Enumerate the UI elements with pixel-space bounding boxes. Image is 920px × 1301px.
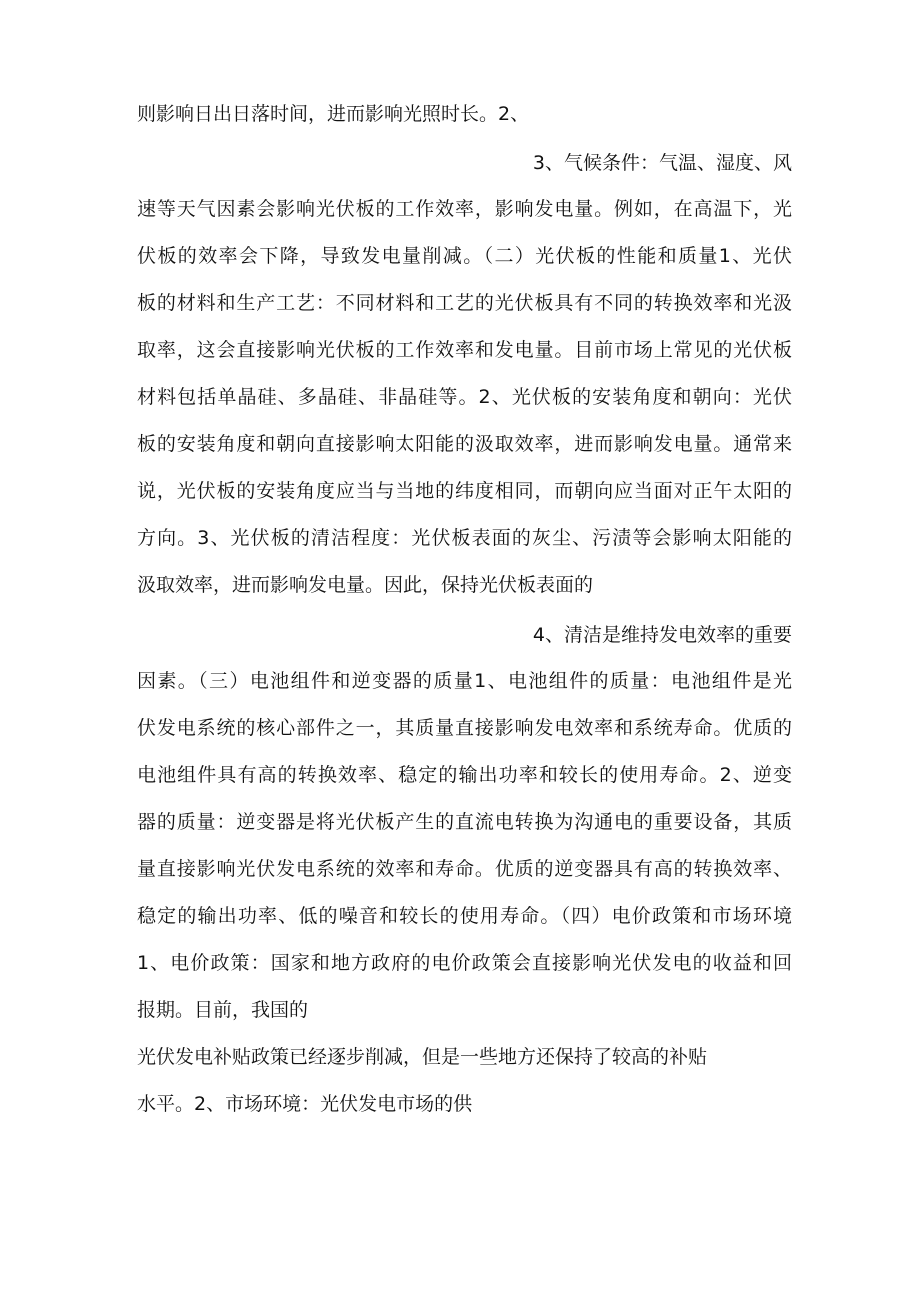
- text-line-4: 伏板的效率会下降，导致发电量削减。（二）光伏板的性能和质量1、光伏: [137, 245, 792, 267]
- text-line-20: 报期。目前，我国的: [137, 999, 309, 1021]
- text-line-9: 说，光伏板的安装角度应当与当地的纬度相同，而朝向应当面对正午太阳的: [137, 480, 792, 502]
- text-line-16: 器的质量：逆变器是将光伏板产生的直流电转换为沟通电的重要设备，其质: [137, 811, 792, 833]
- text-line-18: 稳定的输出功率、低的噪音和较长的使用寿命。（四）电价政策和市场环境: [137, 905, 792, 927]
- text-line-10: 方向。3、光伏板的清洁程度：光伏板表面的灰尘、污渍等会影响太阳能的: [137, 527, 792, 549]
- text-line-2: 3、气候条件：气温、湿度、风: [532, 152, 792, 174]
- text-line-19: 1、电价政策：国家和地方政府的电价政策会直接影响光伏发电的收益和回: [137, 952, 792, 974]
- text-line-15: 电池组件具有高的转换效率、稳定的输出功率和较长的使用寿命。2、逆变: [137, 764, 792, 786]
- text-line-22: 水平。2、市场环境：光伏发电市场的供: [137, 1093, 473, 1115]
- text-line-8: 板的安装角度和朝向直接影响太阳能的汲取效率，进而影响发电量。通常来: [137, 433, 792, 455]
- text-line-12: 4、清洁是维持发电效率的重要: [532, 624, 792, 646]
- text-line-3: 速等天气因素会影响光伏板的工作效率，影响发电量。例如，在高温下，光: [137, 198, 792, 220]
- text-line-13: 因素。（三）电池组件和逆变器的质量1、电池组件的质量：电池组件是光: [137, 670, 792, 692]
- text-line-11: 汲取效率，进而影响发电量。因此，保持光伏板表面的: [137, 574, 594, 596]
- text-line-14: 伏发电系统的核心部件之一，其质量直接影响发电效率和系统寿命。优质的: [137, 717, 792, 739]
- text-line-1: 则影响日出日落时间，进而影响光照时长。2、: [137, 103, 530, 125]
- text-line-6: 取率，这会直接影响光伏板的工作效率和发电量。目前市场上常见的光伏板: [137, 339, 792, 361]
- text-line-5: 板的材料和生产工艺：不同材料和工艺的光伏板具有不同的转换效率和光汲: [137, 292, 792, 314]
- text-line-21: 光伏发电补贴政策已经逐步削减，但是一些地方还保持了较高的补贴: [137, 1046, 708, 1068]
- text-line-17: 量直接影响光伏发电系统的效率和寿命。优质的逆变器具有高的转换效率、: [137, 858, 792, 880]
- text-line-7: 材料包括单晶硅、多晶硅、非晶硅等。2、光伏板的安装角度和朝向：光伏: [137, 386, 792, 408]
